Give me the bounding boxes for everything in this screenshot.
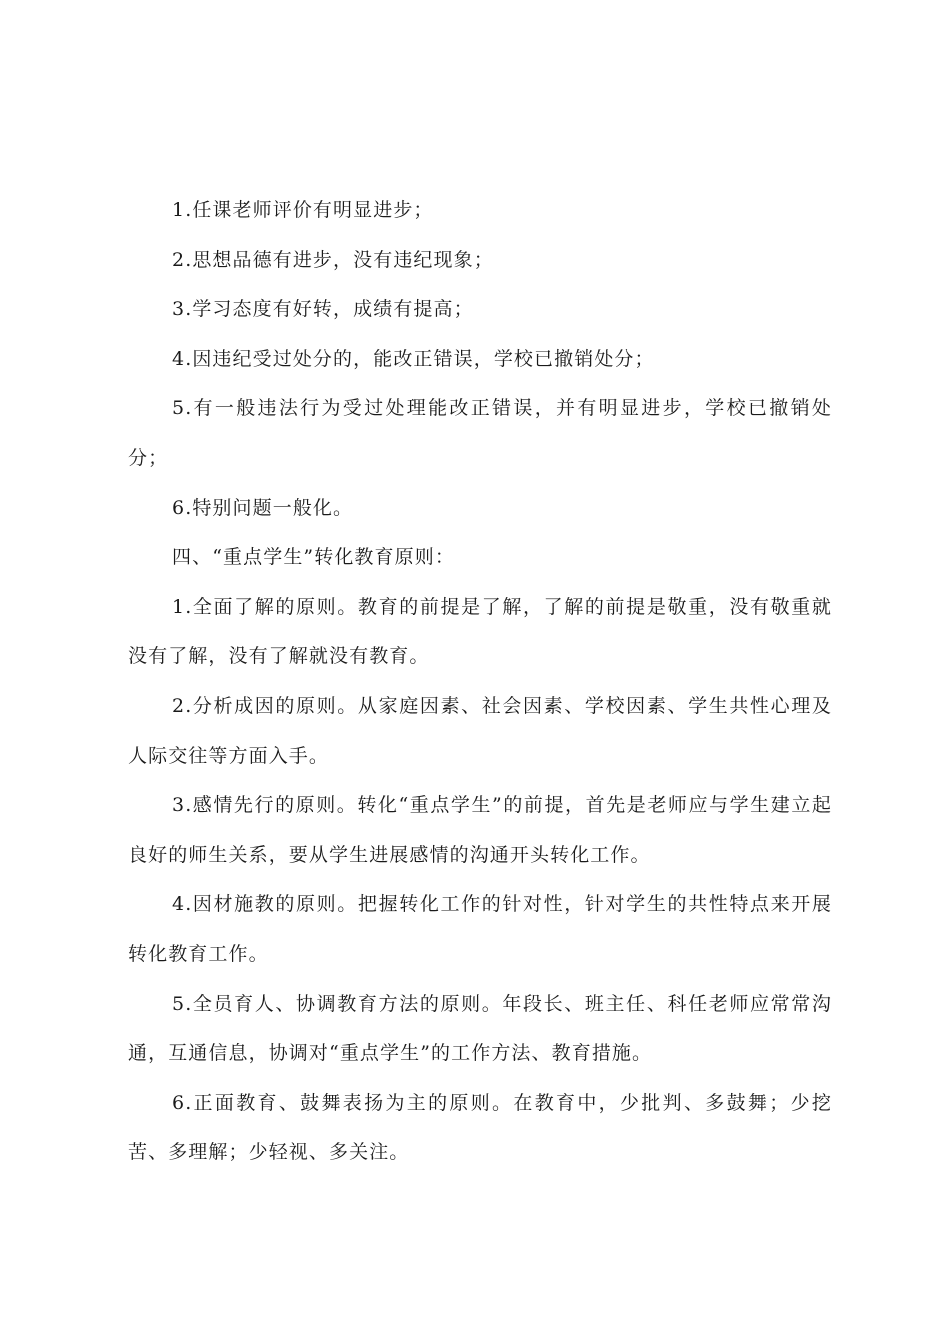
principle-item-4: 4.因材施教的原则。把握转化工作的针对性，针对学生的共性特点来开展转化教育工作。 xyxy=(128,893,832,965)
section-heading-principles: 四、“重点学生”转化教育原则： xyxy=(172,546,455,569)
criteria-item-6: 6.特别问题一般化。 xyxy=(172,496,354,519)
criteria-item-4: 4.因违纪受过处分的，能改正错误，学校已撤销处分； xyxy=(172,347,655,370)
document-body xyxy=(128,186,832,1178)
principle-item-6: 6.正面教育、鼓舞表扬为主的原则。在教育中，少批判、多鼓舞；少挖苦、多理解；少轻视、多关注。 xyxy=(128,1091,832,1164)
principle-item-2: 2.分析成因的原则。从家庭因素、社会因素、学校因素、学生共性心理及人际交往等方面入手。 xyxy=(128,694,832,767)
criteria-item-2: 2.思想品德有进步，没有违纪现象； xyxy=(172,248,494,271)
criteria-item-5: 5.有一般违法行为受过处理能改正错误，并有明显进步，学校已撤销处分； xyxy=(128,397,832,469)
principle-item-1: 1.全面了解的原则。教育的前提是了解，了解的前提是敬重，没有敬重就没有了解，没有了解就没有教育。 xyxy=(128,595,832,668)
principle-item-3: 3.感情先行的原则。转化“重点学生”的前提，首先是老师应与学生建立起良好的师生关系，要从学生进展感情的沟通开头转化工作。 xyxy=(128,794,832,866)
criteria-item-3: 3.学习态度有好转，成绩有提高； xyxy=(172,298,474,321)
principle-item-5: 5.全员育人、协调教育方法的原则。年段长、班主任、科任老师应常常沟通，互通信息，协调对“重点学生”的工作方法、教育措施。 xyxy=(128,992,832,1065)
criteria-item-1: 1.任课老师评价有明显进步； xyxy=(172,199,434,221)
